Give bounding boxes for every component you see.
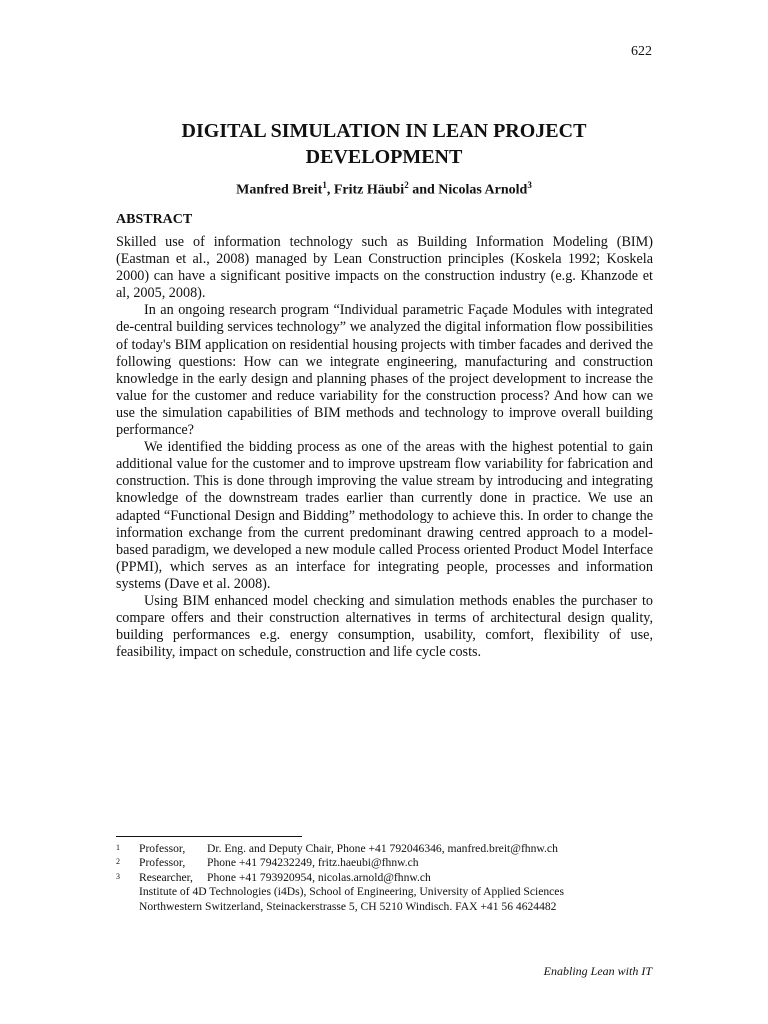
footnote-role: Researcher, <box>139 870 193 884</box>
abstract-paragraph: In an ongoing research program “Individual parametric Façade Modules with integrated de-central building services technology” we analyzed the digital information flow possibilities of today's BIM application on residential housing projects with timber facades and derived the following questions: How can we integrate engineering, manufacturing and construction knowledge in the early design and planning phases of the project development to increase the value for the customer and reduce variability for the construction process? And how can we use the simulation capabilities of BIM methods and technology to improve overall building performance? <box>116 302 653 439</box>
abstract-heading: ABSTRACT <box>116 212 193 227</box>
running-footer: Enabling Lean with IT <box>543 964 652 978</box>
author-footnote-mark: 3 <box>527 180 532 190</box>
abstract-paragraph: We identified the bidding process as one of the areas with the highest potential to gain additional value for the customer and to improve upstream flow variability for fabrication and construction. This is done through improving the value stream by introducing and integrating knowledge of the downstream trades earlier than currently done in practice. We use an adapted “Functional Design and Bidding” methodology to achieve this. In order to change the information exchange from the current predominant drawing centred approach to a model-based paradigm, we developed a new module called Process oriented Product Model Interface (PPMI), which serves as an interface for integrating people, processes and information systems (Dave et al. 2008). <box>116 439 653 592</box>
paper-title <box>116 118 652 170</box>
footnote-divider <box>116 836 302 837</box>
footnote-affiliation-line: Institute of 4D Technologies (i4Ds), School of Engineering, University of Applied Sciences <box>139 885 564 899</box>
author-name: Manfred Breit <box>236 182 323 198</box>
footnote-affiliation-line: Northwestern Switzerland, Steinackerstrasse 5, CH 5210 Windisch. FAX +41 56 4624482 <box>139 899 557 913</box>
footnote-details: Phone +41 793920954, nicolas.arnold@fhnw.ch <box>207 870 431 884</box>
title-line-1: DIGITAL SIMULATION IN LEAN PROJECT <box>181 120 587 142</box>
footnote-role: Professor, <box>139 842 186 855</box>
footnote <box>116 856 656 870</box>
author-footnote-mark: 1 <box>322 180 327 190</box>
footnote-mark: 2 <box>116 857 120 867</box>
footnote <box>116 842 656 856</box>
author-list <box>116 180 652 199</box>
abstract-paragraph: Using BIM enhanced model checking and simulation methods enables the purchaser to compare offers and their construction alternatives in terms of architectural design quality, building performances e.g. energy consumption, usability, comfort, flexibility of use, feasibility, impact on schedule, construction and life cycle costs. <box>116 592 653 661</box>
footnote-role: Professor, <box>139 856 186 870</box>
page-number: 622 <box>631 44 652 59</box>
footnote-details: Phone +41 794232249, fritz.haeubi@fhnw.ch <box>207 856 419 870</box>
footnote-details: Dr. Eng. and Deputy Chair, Phone +41 792046346, manfred.breit@fhnw.ch <box>207 842 558 855</box>
footnote <box>116 871 656 885</box>
footnotes <box>116 842 656 914</box>
title-line-2: DEVELOPMENT <box>305 146 463 168</box>
author-separator: and <box>408 182 439 198</box>
footnote-mark: 1 <box>116 843 120 852</box>
author-separator: , <box>326 182 334 198</box>
abstract-body <box>116 234 653 661</box>
abstract-paragraph: Skilled use of information technology such as Building Information Modeling (BIM) (Eastman et al., 2008) managed by Lean Construction principles (Koskela 1992; Koskela 2000) can have a significant positive impacts on the construction industry (e.g. Khanzode et al, 2005, 2008). <box>116 234 653 302</box>
author-name: Nicolas Arnold <box>438 182 528 198</box>
author-footnote-mark: 2 <box>404 180 409 190</box>
author-name: Fritz Häubi <box>333 182 405 198</box>
footnote-mark: 3 <box>116 871 120 881</box>
